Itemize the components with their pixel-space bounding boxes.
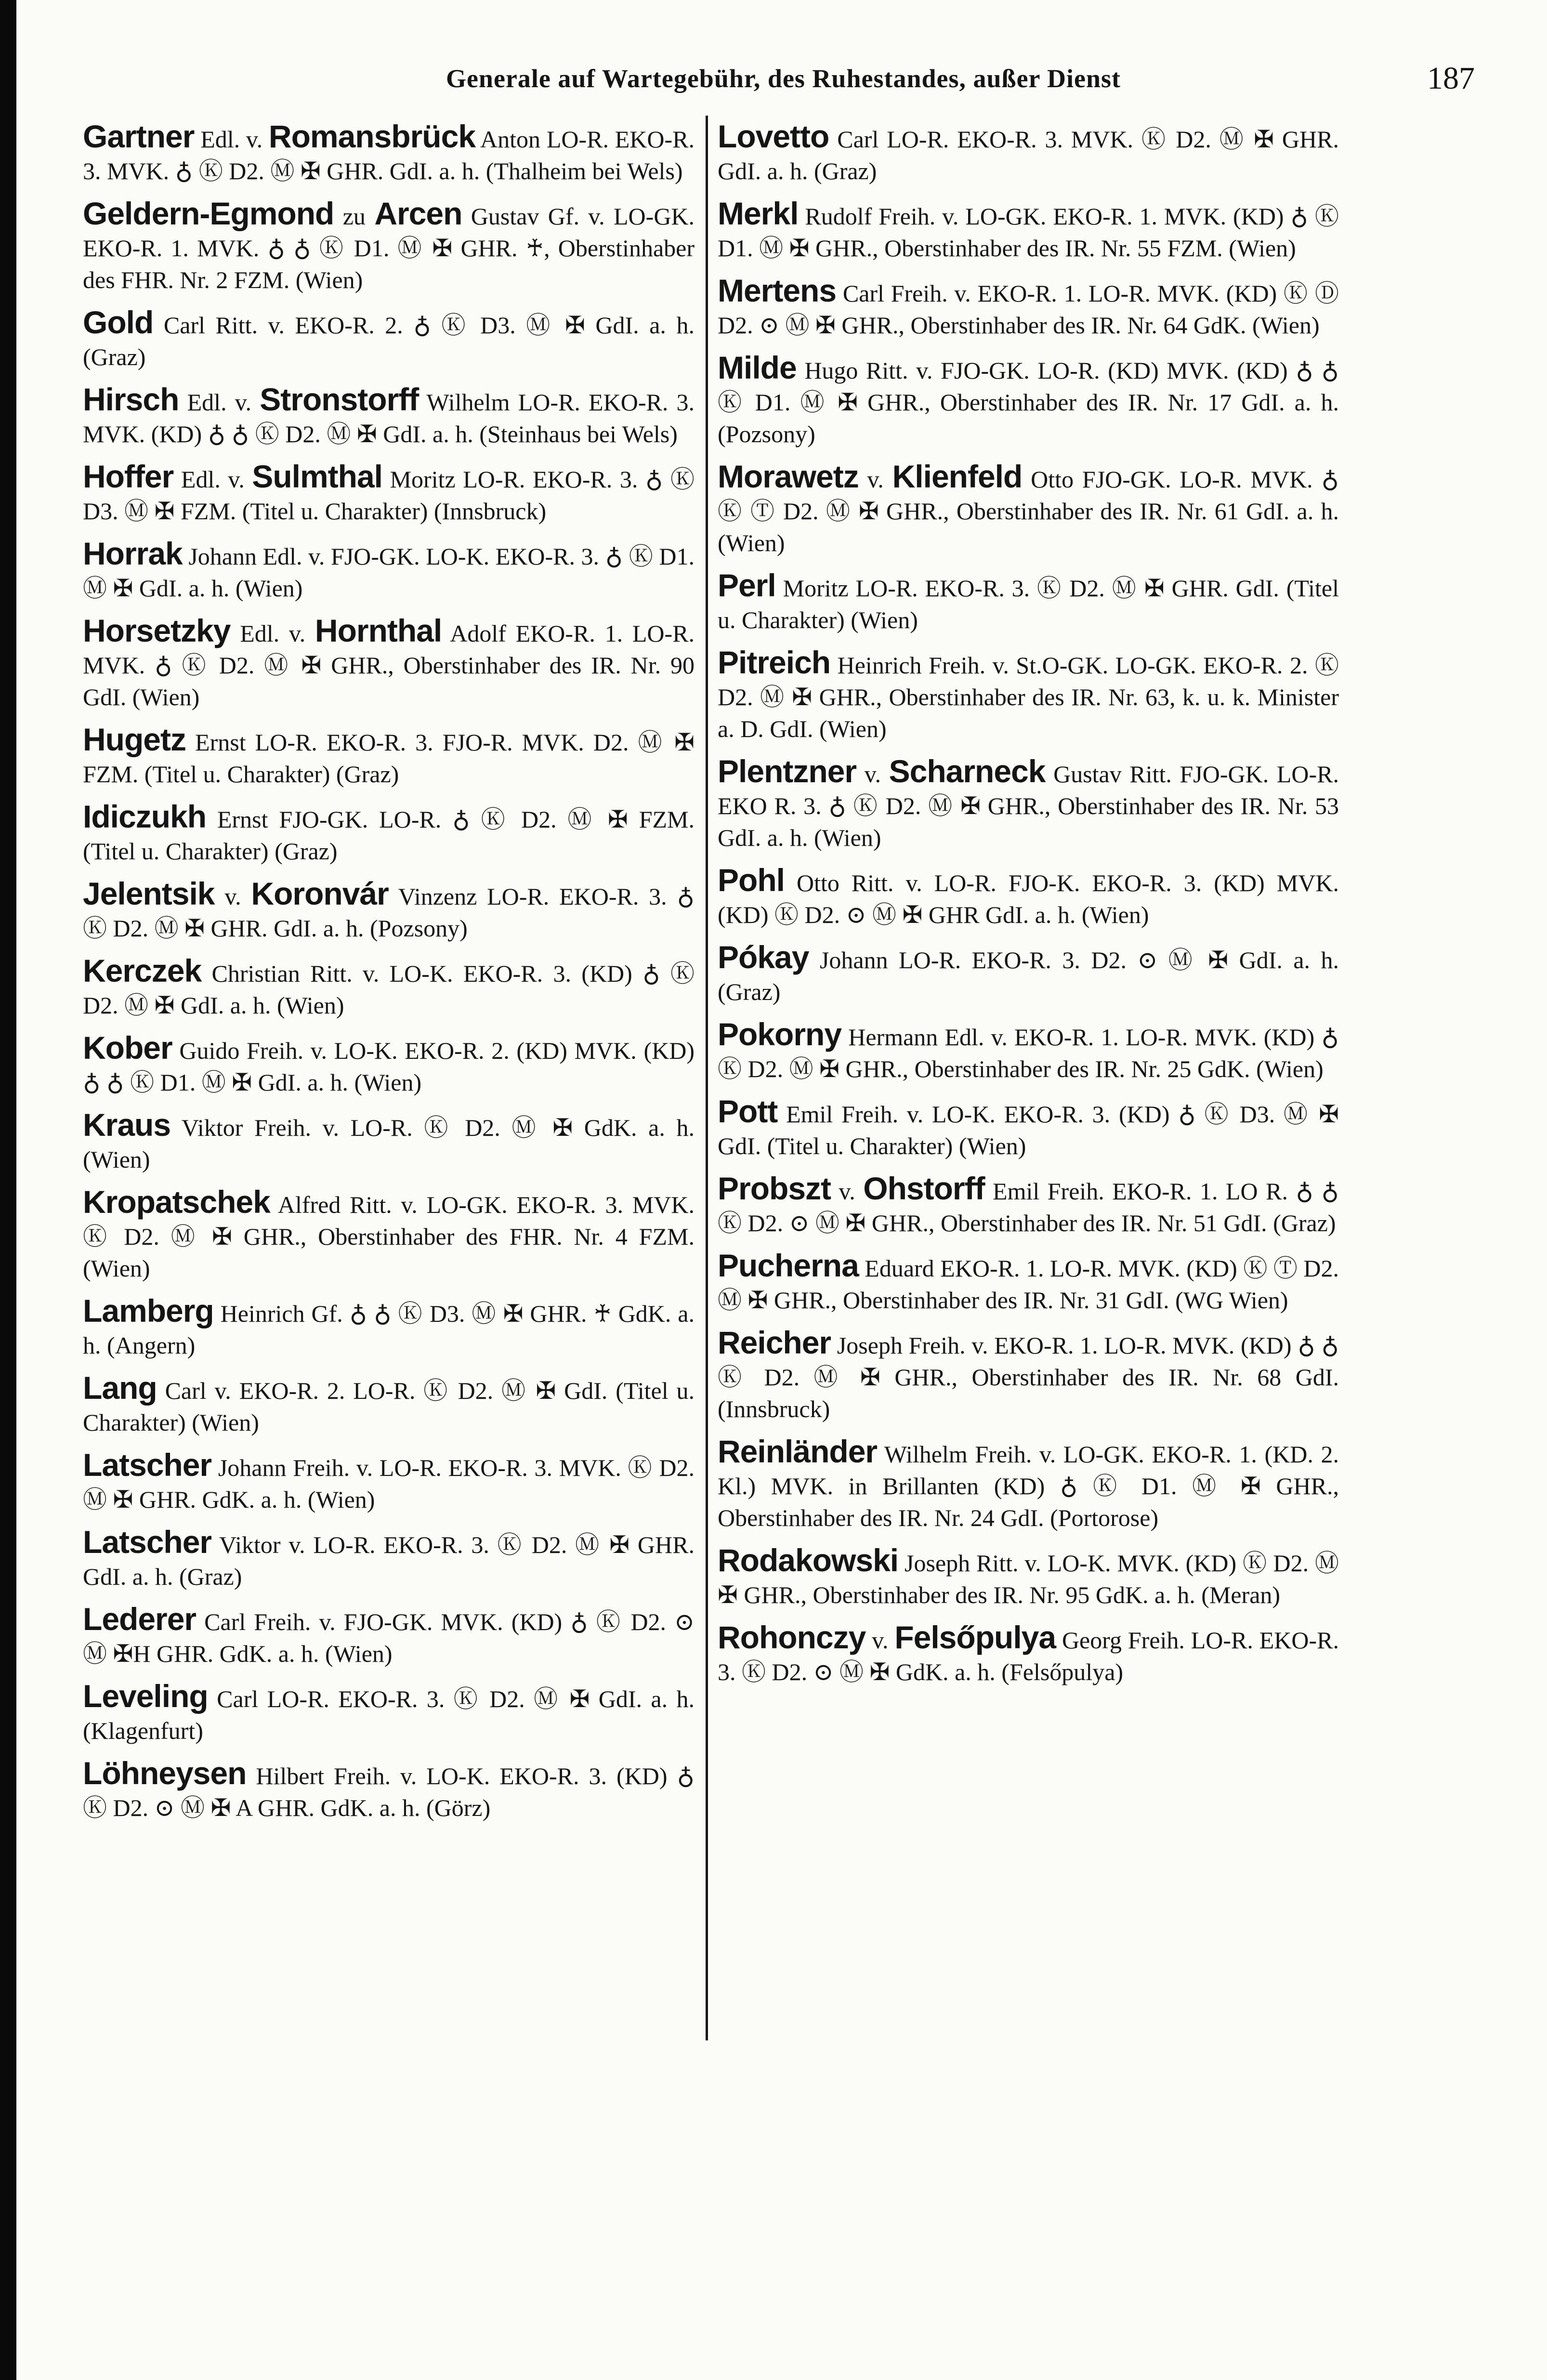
page-number: 187	[1427, 61, 1475, 96]
entry-details: Otto Ritt. v. LO-R. FJO-K. EKO-R. 3. (KD) MVK. (KD) Ⓚ D2. ⊙ Ⓜ ✠ GHR GdI. a. h. (Wien)	[718, 869, 1339, 928]
entry-surname: Lamberg	[83, 1293, 214, 1328]
entry-surname: Reinländer	[718, 1433, 878, 1469]
entry-surname: Perl	[718, 567, 776, 603]
entry	[83, 1372, 695, 1438]
entry	[718, 197, 1339, 264]
entry-surname: Kerczek	[83, 953, 202, 988]
entry	[718, 569, 1339, 636]
entry-surname: Pott	[718, 1093, 778, 1129]
entry-details: Moritz LO-R. EKO-R. 3. Ⓚ D2. Ⓜ ✠ GHR. GdI. (Titel u. Charakter) (Wien)	[718, 575, 1339, 633]
entry	[718, 1621, 1339, 1688]
entry	[718, 1327, 1339, 1425]
entry-details: Emil Freih. v. LO-K. EKO-R. 3. (KD) ♁ Ⓚ D3. Ⓜ ✠ GdI. (Titel u. Charakter) (Wien)	[718, 1101, 1339, 1159]
running-title: Generale auf Wartegebühr, des Ruhestandes, außer Dienst	[446, 64, 1121, 93]
entry-surname: Hirsch	[83, 381, 179, 417]
entry-details: Carl Ritt. v. EKO-R. 2. ♁ Ⓚ D3. Ⓜ ✠ GdI. a. h. (Graz)	[83, 312, 695, 370]
entry	[83, 1526, 695, 1592]
entry-details: Eduard EKO-R. 1. LO-R. MVK. (KD) Ⓚ Ⓣ D2. Ⓜ ✠ GHR., Oberstinhaber des IR. Nr. 31 GdI. (WG Wien)	[718, 1255, 1339, 1314]
entry-details: Rudolf Freih. v. LO-GK. EKO-R. 1. MVK. (KD) ♁ Ⓚ D1. Ⓜ ✠ GHR., Oberstinhaber des IR. Nr. 55 FZM. (Wien)	[718, 203, 1339, 262]
entry-details: Heinrich Freih. v. St.O-GK. LO-GK. EKO-R. 2. Ⓚ D2. Ⓜ ✠ GHR., Oberstinhaber des IR. Nr. 63, k. u. k. Minister a. D. GdI. (Wien)	[718, 652, 1339, 742]
entry-details: Johann Edl. v. FJO-GK. LO-K. EKO-R. 3. ♁ Ⓚ D1. Ⓜ ✠ GdI. a. h. (Wien)	[83, 543, 695, 602]
entry-prefix: v.	[839, 1178, 855, 1205]
entry-details: Gustav Gf. v. LO-GK. EKO-R. 1. MVK. ♁ ♁ Ⓚ D1. Ⓜ ✠ GHR. ♰, Oberstinhaber des FHR. Nr. 2 FZM. (Wien)	[83, 203, 695, 293]
entry-details: Ernst LO-R. EKO-R. 3. FJO-R. MVK. D2. Ⓜ ✠ FZM. (Titel u. Charakter) (Graz)	[83, 729, 695, 788]
entry-predicate: Sulmthal	[252, 459, 382, 494]
entry-surname: Latscher	[83, 1447, 212, 1483]
entry-prefix: Edl. v.	[200, 126, 263, 153]
entry-details: Georg Freih. LO-R. EKO-R. 3. Ⓚ D2. ⊙ Ⓜ ✠ GdK. a. h. (Felsőpulya)	[718, 1627, 1339, 1685]
entry-surname: Löhneysen	[83, 1755, 247, 1791]
entry-surname: Pucherna	[718, 1248, 859, 1283]
entry-surname: Pohl	[718, 862, 785, 898]
entry-details: Wilhelm LO-R. EKO-R. 3. MVK. (KD) ♁ ♁ Ⓚ D2. Ⓜ ✠ GdI. a. h. (Steinhaus bei Wels)	[83, 389, 695, 447]
entry	[83, 801, 695, 867]
entry-details: Guido Freih. v. LO-K. EKO-R. 2. (KD) MVK. (KD) ♁ ♁ Ⓚ D1. Ⓜ ✠ GdI. a. h. (Wien)	[83, 1037, 695, 1096]
page-header	[82, 57, 1475, 100]
entry-details: Carl v. EKO-R. 2. LO-R. Ⓚ D2. Ⓜ ✠ GdI. (Titel u. Charakter) (Wien)	[83, 1377, 695, 1436]
entry-details: Vinzenz LO-R. EKO-R. 3. ♁ Ⓚ D2. Ⓜ ✠ GHR. GdI. a. h. (Pozsony)	[83, 883, 695, 942]
entry	[83, 1186, 695, 1284]
entry	[718, 1435, 1339, 1534]
entry-details: Carl Freih. v. FJO-GK. MVK. (KD) ♁ Ⓚ D2. ⊙ Ⓜ ✠H GHR. GdK. a. h. (Wien)	[83, 1608, 695, 1667]
entry	[83, 723, 695, 790]
entry	[83, 460, 695, 527]
entry-prefix: v.	[867, 466, 884, 493]
entry-predicate: Ohstorff	[863, 1170, 985, 1206]
entry-surname: Idiczukh	[83, 799, 207, 834]
entry-predicate: Romansbrück	[268, 118, 476, 154]
entry-details: Carl LO-R. EKO-R. 3. Ⓚ D2. Ⓜ ✠ GdI. a. h. (Klagenfurt)	[83, 1685, 695, 1744]
entry-predicate: Felsőpulya	[894, 1619, 1056, 1655]
entry-details: Adolf EKO-R. 1. LO-R. MVK. ♁ Ⓚ D2. Ⓜ ✠ GHR., Oberstinhaber des IR. Nr. 90 GdI. (Wien)	[83, 620, 695, 710]
entry-details: Gustav Ritt. FJO-GK. LO-R. EKO R. 3. ♁ Ⓚ D2. Ⓜ ✠ GHR., Oberstinhaber des IR. Nr. 53 GdI. a. h. (Wien)	[718, 761, 1339, 851]
entry-prefix: Edl. v.	[240, 620, 306, 647]
entry-details: Hermann Edl. v. EKO-R. 1. LO-R. MVK. (KD) ♁ Ⓚ D2. Ⓜ ✠ GHR., Oberstinhaber des IR. Nr. 25 GdK. (Wien)	[718, 1024, 1339, 1082]
entry	[83, 120, 695, 187]
entry-surname: Kraus	[83, 1107, 171, 1143]
entry	[718, 275, 1339, 341]
scan-edge	[0, 0, 16, 2380]
right-column	[718, 120, 1339, 1698]
entry-surname: Jelentsik	[83, 876, 215, 911]
entry	[83, 1449, 695, 1515]
entry-surname: Latscher	[83, 1524, 212, 1560]
entry	[83, 955, 695, 1021]
entry-surname: Geldern-Egmond	[83, 196, 334, 231]
entry	[718, 941, 1339, 1008]
entry-details: Ernst FJO-GK. LO-R. ♁ Ⓚ D2. Ⓜ ✠ FZM. (Titel u. Charakter) (Graz)	[83, 806, 695, 865]
entry-predicate: Stronstorff	[260, 381, 419, 417]
entry-details: Carl Freih. v. EKO-R. 1. LO-R. MVK. (KD) Ⓚ Ⓓ D2. ⊙ Ⓜ ✠ GHR., Oberstinhaber des IR. Nr. 64 GdK. (Wien)	[718, 280, 1339, 339]
entry-details: Carl LO-R. EKO-R. 3. MVK. Ⓚ D2. Ⓜ ✠ GHR. GdI. a. h. (Graz)	[718, 126, 1339, 184]
entry-details: Emil Freih. EKO-R. 1. LO R. ♁ ♁ Ⓚ D2. ⊙ Ⓜ ✠ GHR., Oberstinhaber des IR. Nr. 51 GdI. (Graz)	[718, 1178, 1339, 1236]
entry-details: Joseph Freih. v. EKO-R. 1. LO-R. MVK. (KD) ♁ ♁ Ⓚ D2. Ⓜ ✠ GHR., Oberstinhaber des IR. Nr. 68 GdI. (Innsbruck)	[718, 1332, 1339, 1422]
entry-surname: Mertens	[718, 273, 837, 308]
entry	[83, 306, 695, 373]
entry-surname: Pókay	[718, 939, 809, 975]
entry-prefix: v.	[224, 883, 241, 910]
entry	[718, 460, 1339, 559]
entry-predicate: Arcen	[374, 196, 462, 231]
entry-surname: Kober	[83, 1030, 172, 1065]
entry	[83, 1603, 695, 1670]
entry	[718, 1018, 1339, 1085]
entry	[718, 352, 1339, 450]
entry-surname: Gartner	[83, 118, 195, 154]
entry-surname: Horrak	[83, 536, 183, 571]
entry	[718, 1249, 1339, 1316]
entry-details: Heinrich Gf. ♁ ♁ Ⓚ D3. Ⓜ ✠ GHR. ♰ GdK. a. h. (Angern)	[83, 1300, 695, 1359]
entry	[83, 538, 695, 604]
entry-surname: Milde	[718, 350, 797, 385]
entry-prefix: zu	[342, 203, 366, 230]
entry-prefix: Edl. v.	[181, 466, 245, 493]
entry	[718, 1172, 1339, 1239]
entry	[718, 646, 1339, 745]
left-column	[83, 120, 695, 1834]
entry	[83, 615, 695, 713]
entry	[718, 1095, 1339, 1162]
entry-surname: Horsetzky	[83, 613, 231, 648]
entry-details: Alfred Ritt. v. LO-GK. EKO-R. 3. MVK. Ⓚ D2. Ⓜ ✠ GHR., Oberstinhaber des FHR. Nr. 4 FZM. (Wien)	[83, 1191, 695, 1282]
entry-predicate: Scharneck	[889, 753, 1046, 789]
entry-prefix: Edl. v.	[187, 389, 252, 416]
entry-details: Christian Ritt. v. LO-K. EKO-R. 3. (KD) ♁ Ⓚ D2. Ⓜ ✠ GdI. a. h. (Wien)	[83, 960, 695, 1019]
entry	[718, 1544, 1339, 1611]
entry-surname: Probszt	[718, 1170, 831, 1206]
entry-predicate: Hornthal	[315, 613, 442, 648]
entry-details: Anton LO-R. EKO-R. 3. MVK. ♁ Ⓚ D2. Ⓜ ✠ GHR. GdI. a. h. (Thalheim bei Wels)	[83, 126, 695, 184]
entry	[83, 1109, 695, 1175]
entry-surname: Pitreich	[718, 644, 831, 680]
entry-surname: Hoffer	[83, 459, 174, 494]
entry-details: Hugo Ritt. v. FJO-GK. LO-R. (KD) MVK. (KD) ♁ ♁ Ⓚ D1. Ⓜ ✠ GHR., Oberstinhaber des IR. Nr. 17 GdI. a. h. (Pozsony)	[718, 357, 1339, 447]
entry	[83, 1032, 695, 1098]
entry	[718, 120, 1339, 187]
entry-details: Joseph Ritt. v. LO-K. MVK. (KD) Ⓚ D2. Ⓜ ✠ GHR., Oberstinhaber des IR. Nr. 95 GdK. a. h. (Meran)	[718, 1550, 1339, 1608]
entry	[83, 383, 695, 450]
entry-details: Johann LO-R. EKO-R. 3. D2. ⊙ Ⓜ ✠ GdI. a. h. (Graz)	[718, 947, 1339, 1005]
entry-surname: Rohonczy	[718, 1619, 866, 1655]
entry-surname: Kropatschek	[83, 1184, 270, 1220]
entry-prefix: v.	[872, 1627, 889, 1654]
entry-predicate: Koronvár	[251, 876, 389, 911]
entry-details: Viktor Freih. v. LO-R. Ⓚ D2. Ⓜ ✠ GdK. a. h. (Wien)	[83, 1114, 695, 1173]
entry-surname: Plentzner	[718, 753, 857, 789]
entry-surname: Leveling	[83, 1678, 208, 1714]
entry-details: Johann Freih. v. LO-R. EKO-R. 3. MVK. Ⓚ D2. Ⓜ ✠ GHR. GdK. a. h. (Wien)	[83, 1454, 695, 1513]
entry-surname: Lederer	[83, 1601, 197, 1637]
entry-details: Hilbert Freih. v. LO-K. EKO-R. 3. (KD) ♁ Ⓚ D2. ⊙ Ⓜ ✠ A GHR. GdK. a. h. (Görz)	[83, 1762, 695, 1821]
entry-surname: Morawetz	[718, 459, 859, 494]
column-divider	[706, 116, 708, 2040]
entry	[83, 1757, 695, 1824]
entry	[83, 1295, 695, 1361]
entry-surname: Reicher	[718, 1325, 831, 1360]
entry-surname: Hugetz	[83, 722, 186, 757]
entry	[83, 197, 695, 296]
entry	[718, 864, 1339, 931]
entry-details: Moritz LO-R. EKO-R. 3. ♁ Ⓚ D3. Ⓜ ✠ FZM. (Titel u. Charakter) (Innsbruck)	[83, 466, 695, 525]
entry-surname: Lovetto	[718, 118, 829, 154]
entry	[83, 1680, 695, 1747]
entry-details: Viktor v. LO-R. EKO-R. 3. Ⓚ D2. Ⓜ ✠ GHR. GdI. a. h. (Graz)	[83, 1531, 695, 1590]
entry-details: Otto FJO-GK. LO-R. MVK. ♁ Ⓚ Ⓣ D2. Ⓜ ✠ GHR., Oberstinhaber des IR. Nr. 61 GdI. a. h. (Wien)	[718, 466, 1339, 556]
entry-surname: Pokorny	[718, 1016, 842, 1052]
entry-surname: Merkl	[718, 196, 799, 231]
entry	[718, 755, 1339, 854]
entry-predicate: Klienfeld	[892, 459, 1023, 494]
entry-prefix: v.	[864, 761, 881, 788]
entry	[83, 878, 695, 944]
entry-details: Wilhelm Freih. v. LO-GK. EKO-R. 1. (KD. 2. Kl.) MVK. in Brillanten (KD) ♁ Ⓚ D1. Ⓜ ✠ GHR., Oberstinhaber des IR. Nr. 24 GdI. (Portorose)	[718, 1441, 1339, 1531]
entry-surname: Gold	[83, 304, 154, 340]
entry-surname: Rodakowski	[718, 1542, 899, 1578]
entry-surname: Lang	[83, 1370, 157, 1406]
